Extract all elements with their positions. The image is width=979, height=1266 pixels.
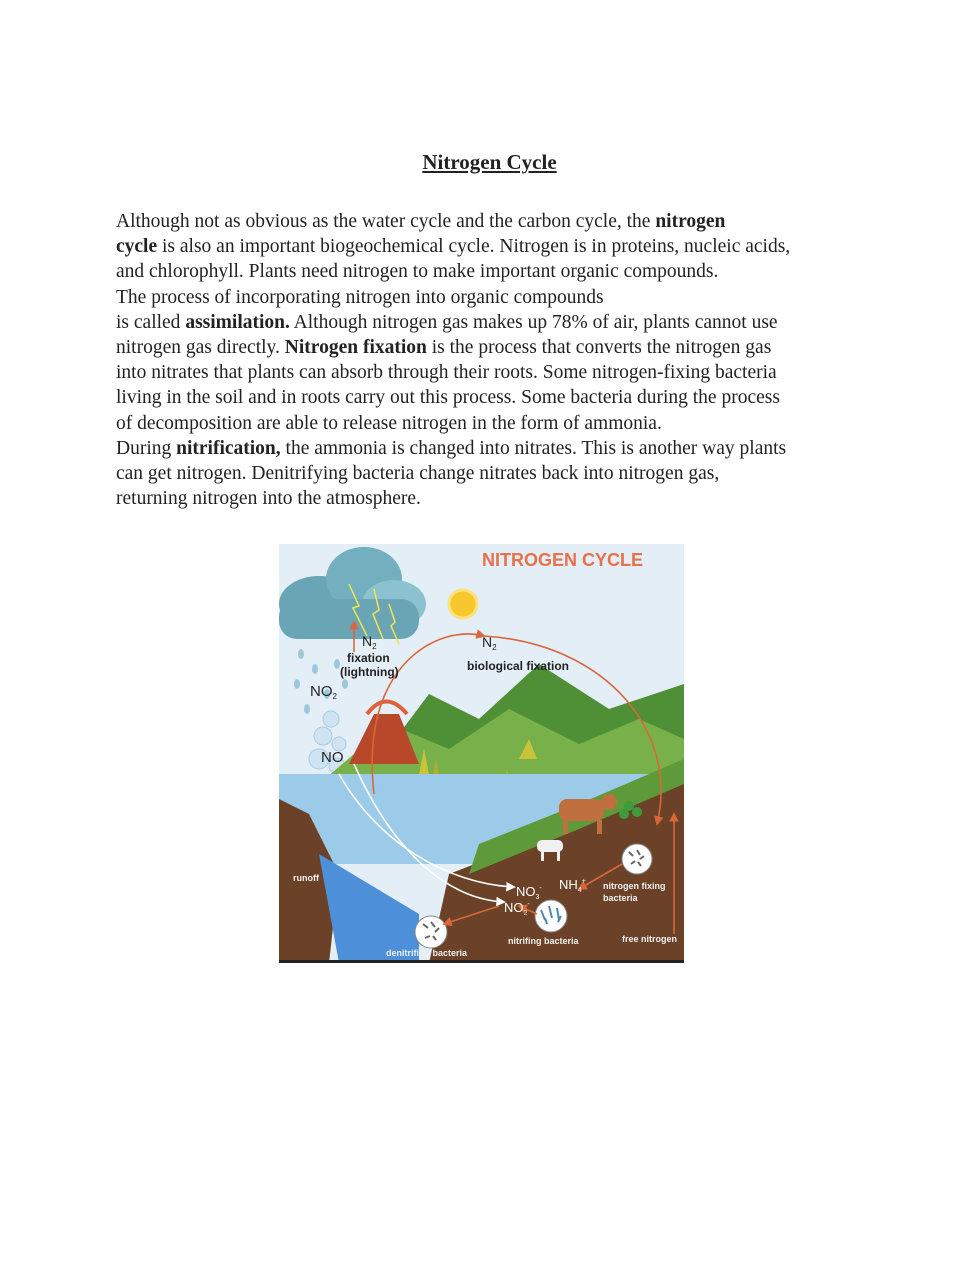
label-biological-fixation: biological fixation bbox=[467, 659, 570, 673]
label-runoff: runoff bbox=[293, 873, 319, 883]
text-line-3: and chlorophyll. Plants need nitrogen to make important organic compounds. bbox=[116, 261, 719, 283]
body-paragraph bbox=[116, 209, 876, 511]
label-nh4: $NH_4^+$ bbox=[559, 877, 586, 894]
term-cycle: cycle bbox=[116, 236, 158, 258]
label-lightning: (lightning) bbox=[340, 665, 399, 679]
text-line-8: living in the soil and in roots carry out this process. Some bacteria during the process bbox=[116, 387, 780, 409]
label-n2-biological: $N_2$ bbox=[482, 634, 497, 652]
term-assimilation: assimilation. bbox=[185, 311, 290, 333]
diagram-bottom-border bbox=[279, 960, 684, 963]
text-line-11: can get nitrogen. Denitrifying bacteria change nitrates back into nitrogen gas, bbox=[116, 463, 720, 485]
bacteria-denitrifying-icon bbox=[415, 916, 447, 948]
page-title: Nitrogen Cycle bbox=[422, 150, 557, 174]
label-free-nitrogen: free nitrogen bbox=[622, 934, 678, 944]
label-n2-lightning: $N_2$ bbox=[362, 633, 377, 651]
text-line-2: cycle is also an important biogeochemical cycle. Nitrogen is in proteins, nucleic acids, bbox=[116, 236, 791, 258]
label-denitrifying-bacteria: denitrifing bacteria bbox=[386, 948, 468, 958]
label-nitrifying-bacteria: nitrifing bacteria bbox=[508, 936, 579, 946]
sun-icon bbox=[449, 590, 477, 618]
term-nitrogen-fixation: Nitrogen fixation bbox=[284, 337, 427, 359]
text-line-6: nitrogen gas directly. Nitrogen fixation is the process that converts the nitrogen gas bbox=[116, 337, 772, 359]
label-no2-air: $NO_2$ bbox=[310, 683, 337, 701]
text-line-9: of decomposition are able to release nitrogen in the form of ammonia. bbox=[116, 412, 662, 434]
text-line-10: During nitrification, the ammonia is changed into nitrates. This is another way plants bbox=[116, 437, 787, 459]
term-nitrification: nitrification, bbox=[176, 437, 281, 459]
bacteria-nitrogen-fixing-icon bbox=[622, 844, 652, 874]
label-no2-soil: $NO_2^-$ bbox=[504, 900, 530, 917]
text-line-1: Although not as obvious as the water cycle and the carbon cycle, the nitrogen bbox=[116, 211, 726, 232]
text-line-4: The process of incorporating nitrogen into organic compounds bbox=[116, 286, 604, 308]
text-line-5: is called assimilation. Although nitrogen gas makes up 78% of air, plants cannot use bbox=[116, 311, 778, 333]
text-line-12: returning nitrogen into the atmosphere. bbox=[116, 488, 421, 510]
label-nitrogen-fixing: nitrogen fixing bbox=[603, 881, 666, 891]
label-no: NO bbox=[321, 749, 344, 766]
term-nitrogen: nitrogen bbox=[655, 211, 726, 232]
label-bacteria: bacteria bbox=[603, 893, 638, 903]
label-no3: $NO_3^-$ bbox=[516, 884, 542, 901]
text-line-7: into nitrates that plants can absorb through their roots. Some nitrogen-fixing bacteria bbox=[116, 362, 777, 384]
nitrogen-cycle-diagram bbox=[279, 544, 684, 963]
label-fixation: fixation bbox=[347, 651, 390, 665]
bacteria-nitrifying-icon bbox=[535, 900, 567, 932]
diagram-heading: NITROGEN CYCLE bbox=[482, 550, 644, 570]
